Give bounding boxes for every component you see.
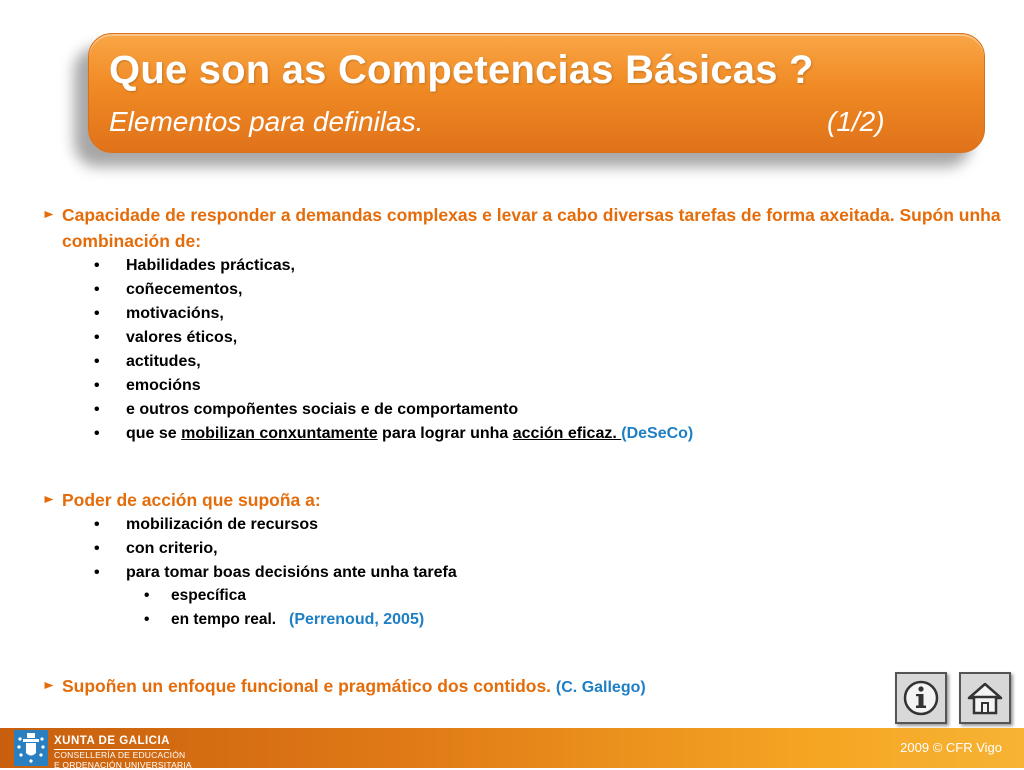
section-1-paragraph <box>44 202 1012 254</box>
list-item-middle: para lograr unha <box>377 425 513 442</box>
section-2-paragraph <box>44 487 321 513</box>
section-3-line <box>62 673 646 701</box>
section-3-paragraph <box>44 673 646 701</box>
list-item: • motivacións, <box>94 302 693 326</box>
arrow-bullet-icon <box>45 211 54 218</box>
list-item-mobilize <box>94 422 693 446</box>
section-2-list <box>94 513 457 585</box>
home-icon <box>965 678 1005 718</box>
title-banner <box>88 33 985 153</box>
list-item: • con criterio, <box>94 537 457 561</box>
list-item: • emocións <box>94 374 693 398</box>
citation-perrenoud: (Perrenoud, 2005) <box>289 611 425 628</box>
footer-bar <box>0 728 1024 768</box>
section-1-list <box>94 254 693 446</box>
underlined-text: mobilizan conxuntamente <box>181 425 378 442</box>
page-indicator: (1/2) <box>827 106 885 137</box>
home-button[interactable] <box>959 672 1011 724</box>
info-icon <box>901 678 941 718</box>
list-item: • para tomar boas decisións ante unha tarefa <box>94 561 457 585</box>
dept-line-2: E ORDENACIÓN UNIVERSITARIA <box>54 760 192 770</box>
citation-deseco: (DeSeCo) <box>621 425 694 442</box>
section-3-text: Supoñen un enfoque funcional e pragmático dos contidos. <box>62 676 552 696</box>
citation-gallego: (C. Gallego) <box>555 679 646 696</box>
section-2-text: Poder de acción que supoña a: <box>62 490 321 510</box>
org-name: XUNTA DE GALICIA <box>54 735 170 750</box>
xunta-emblem-icon <box>14 730 48 766</box>
underlined-text: acción eficaz. <box>512 425 622 442</box>
copyright-text: 2009 © CFR Vigo <box>900 740 1002 755</box>
slide-subtitle: Elementos para definilas. <box>109 106 424 137</box>
arrow-bullet-icon <box>45 496 54 503</box>
arrow-bullet-icon <box>45 682 54 689</box>
dept-line-1: CONSELLERÍA DE EDUCACIÓN <box>54 750 186 760</box>
list-item: • mobilización de recursos <box>94 513 457 537</box>
list-item: • Habilidades prácticas, <box>94 254 693 278</box>
sub-list-item: • específica <box>144 584 424 608</box>
sub-list-item-text: en tempo real. <box>171 611 277 628</box>
list-item: • valores éticos, <box>94 326 693 350</box>
list-item-prefix: que se <box>126 425 182 442</box>
sub-list-item <box>144 608 424 632</box>
xunta-logo-text <box>54 731 192 770</box>
section-2-sublist <box>144 584 424 632</box>
slide-title: Que son as Competencias Básicas ? <box>109 48 814 92</box>
list-item: • e outros compoñentes sociais e de comportamento <box>94 398 693 422</box>
info-button[interactable] <box>895 672 947 724</box>
list-item: • coñecementos, <box>94 278 693 302</box>
section-1-text: Capacidade de responder a demandas complexas e levar a cabo diversas tarefas de forma axeitada. Supón unha combinación de: <box>62 205 1001 251</box>
list-item: • actitudes, <box>94 350 693 374</box>
